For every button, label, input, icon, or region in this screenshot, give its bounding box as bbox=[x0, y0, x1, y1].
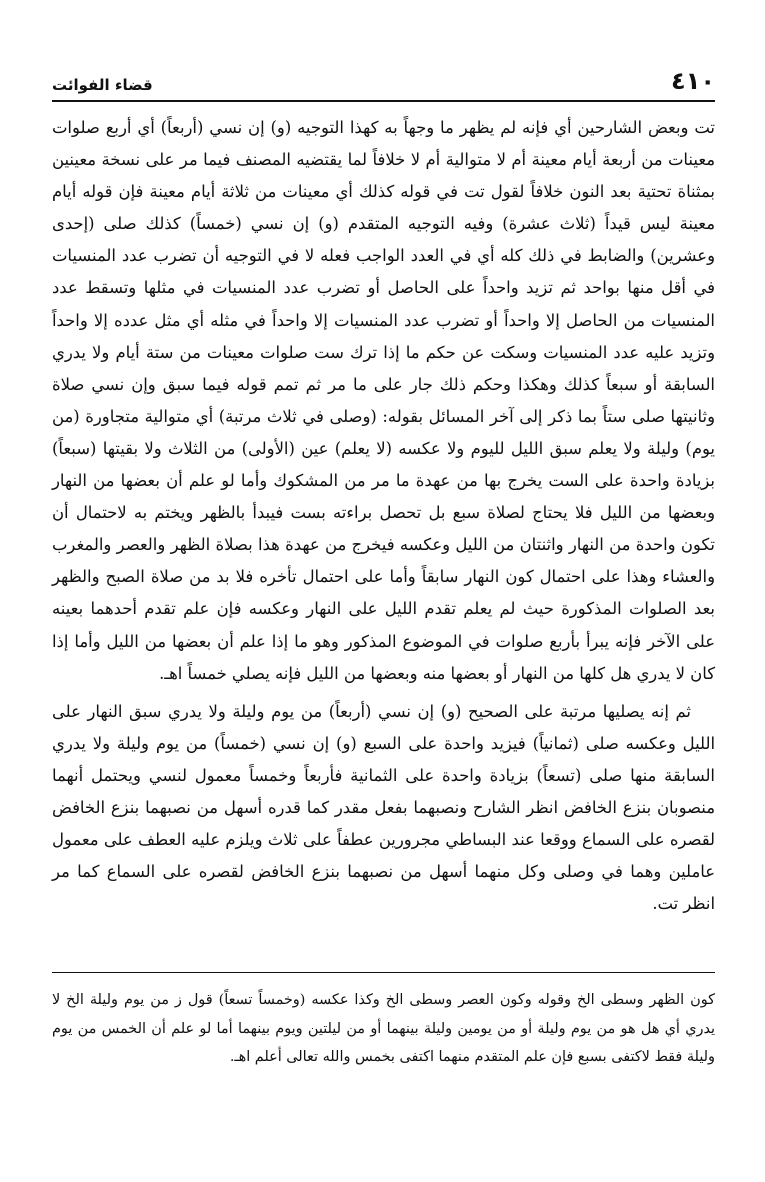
page-number: ٤١٠ bbox=[671, 67, 715, 95]
footnote-rule bbox=[52, 972, 715, 973]
main-text bbox=[52, 112, 715, 920]
paragraph-1: تت وبعض الشارحين أي فإنه لم يظهر ما وجهاً به كهذا التوجيه (و) إن نسي (أربعاً) أي أربع صلوات معينات من أربعة أيام معينة أم لا متوالية أم لا خلافاً لما يقتضيه المصنف فيما مر على نسخة معينين بمثناة تحتية بعد النون خلافاً لقول تت في قوله كذلك أي معينات من ثلاثة أيام معينة فإن قوله أيام معينة ليس قيداً (ثلاث عشرة) وفيه التوجيه المتقدم (و) إن نسي (خمساً) كذلك صلى (إحدى وعشرين) والضابط في ذلك كله أي في العدد الواجب فعله لا في التوجيه أن تضرب عدد المنسيات في أقل منها بواحد ثم تزيد واحداً على الحاصل أو تضرب عدد المنسيات في مثلها وتسقط عدد المنسيات من الحاصل إلا واحداً أو تضرب عدد المنسيات إلا واحداً في مثله أي مثل عدده إلا واحداً وتزيد عليه عدد المنسيات وسكت عن حكم ما إذا ترك ست صلوات معينات من ستة أيام ولا يدري السابقة أو سبعاً كذلك وهكذا وحكم ذلك جار على ما مر ثم تمم قوله فيما سبق وإن نسي صلاة وثانيتها صلى ستاً بما ذكر إلى آخر المسائل بقوله: (وصلى في ثلاث مرتبة) أي متوالية متجاورة (من يوم) وليلة ولا يعلم سبق الليل لليوم ولا عكسه (لا يعلم) عين (الأولى) من الثلاث ولا بقيتها (سبعاً) بزيادة واحدة على الست يخرج بها من عهدة ما مر من المشكوك وأما لو علم أن بعضها من النهار وبعضها من الليل فلا يحتاج لصلاة سبع بل تحصل براءته بست فيبدأ بالظهر ويختم به لاحتمال أن تكون واحدة من النهار واثنتان من الليل وعكسه فيخرج من عهدة هذا بصلاة الظهر والعصر والمغرب والعشاء وهذا على احتمال كون النهار سابقاً وأما على احتمال تأخره فلا بد من صلاة الصبح والظهر بعد الصلوات المذكورة حيث لم يعلم تقدم الليل على النهار وعكسه فإن علم تقدم أحدهما بعينه على الآخر فإنه يبرأ بأربع صلوات في الموضوع المذكور وهو ما إذا علم أن بعضها من الليل وأما إذا كان لا يدري هل كلها من النهار أو بعضها منه وبعضها من الليل فإنه يصلي خمساً اهـ. bbox=[52, 118, 715, 683]
footnote-text: كون الظهر وسطى الخ وقوله وكون العصر وسطى الخ وكذا عكسه (وخمساً تسعاً) قول ز من يوم وليلة الخ لا يدري أي هل هو من يوم وليلة أو من يومين وليلة بينهما أو من ليلتين ويوم بينهما أما لو علم أن الخمس من يوم وليلة فقط لاكتفى بسبع فإن علم المتقدم منهما اكتفى بخمس والله تعالى أعلم اهـ. bbox=[52, 992, 715, 1066]
page-header bbox=[52, 66, 715, 100]
running-title: قضاء الفوائت bbox=[52, 76, 153, 94]
footnote bbox=[52, 986, 715, 1072]
paragraph-2: ثم إنه يصليها مرتبة على الصحيح (و) إن نسي (أربعاً) من يوم وليلة ولا يدري سبق النهار على الليل وعكسه صلى (ثمانياً) فيزيد واحدة على السبع (و) إن نسي (خمساً) من يوم وليلة ولا يدري السابقة منها صلى (تسعاً) بزيادة واحدة على الثمانية فأربعاً وخمساً معمول لنسي ويحتمل أنهما منصوبان بنزع الخافض انظر الشارح ونصبهما بفعل مقدر كما قدره أسهل من نصبهما بنزع الخافض لقصره على السماع ووقعا عند البساطي مجرورين عطفاً على ثلاث ويلزم عليه العطف على معمول عاملين وهما في وصلى وكل منهما أسهل من نصبهما بنزع الخافض لقصره على السماع كما مر انظر تت. bbox=[52, 701, 715, 914]
header-rule bbox=[52, 100, 715, 102]
